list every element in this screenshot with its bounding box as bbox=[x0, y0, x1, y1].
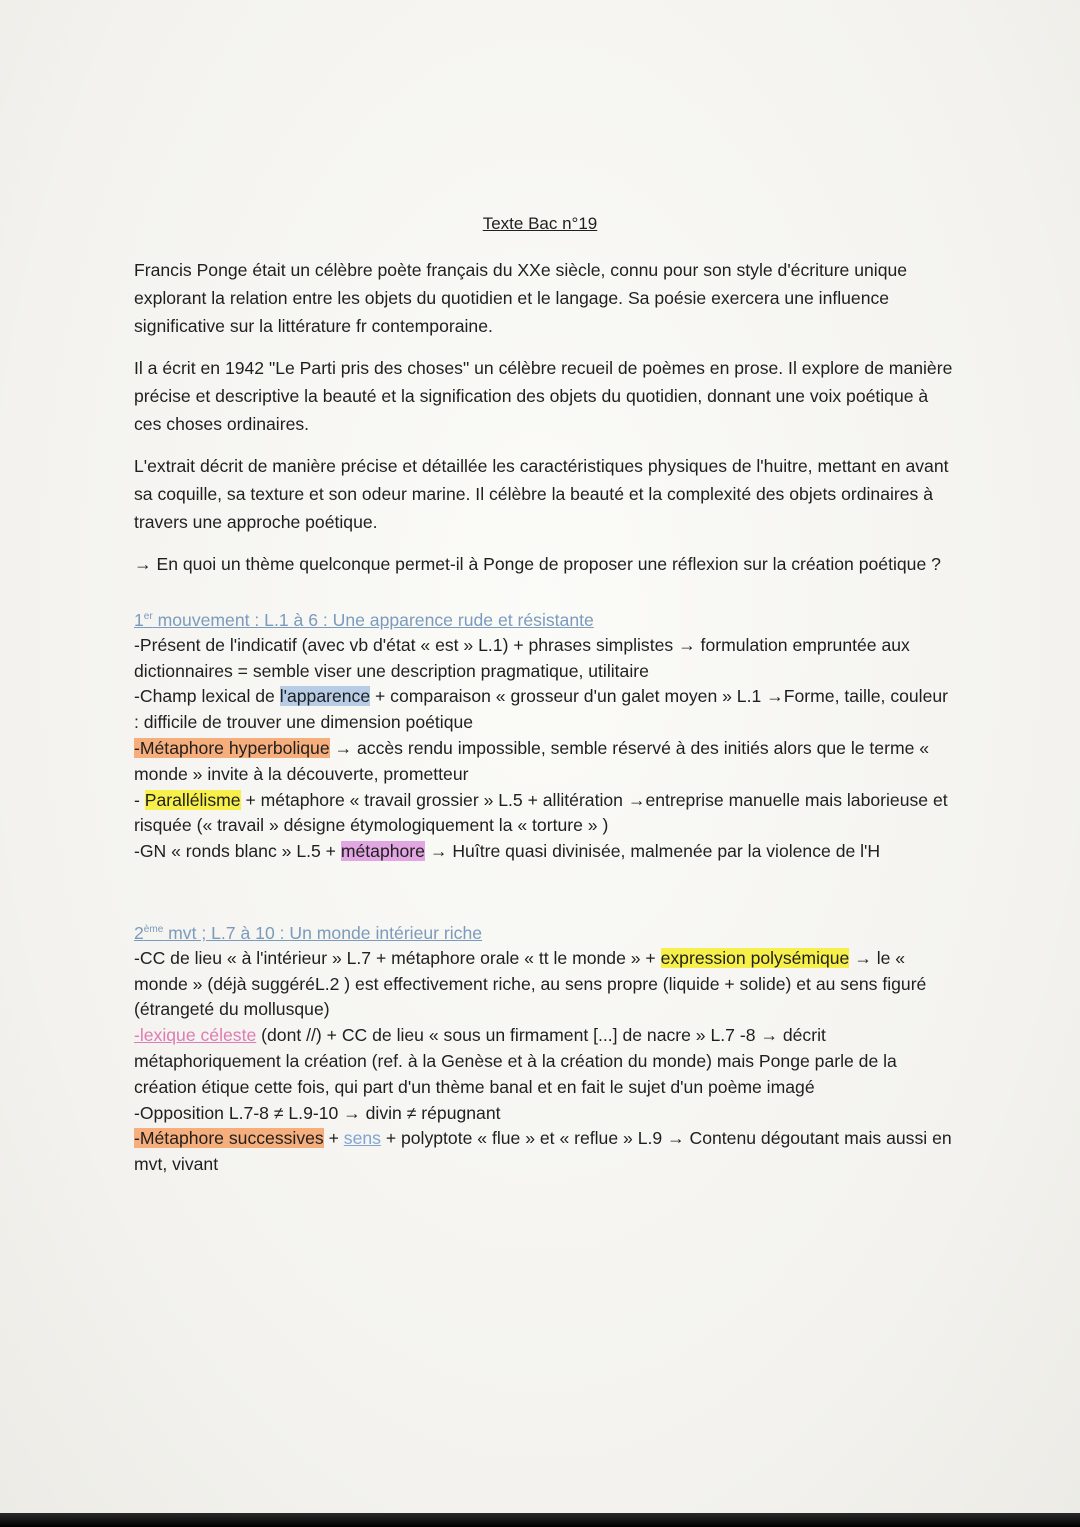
problematic-question: → En quoi un thème quelconque permet-il à Ponge de proposer une réflexion sur la création poétique ? bbox=[134, 554, 941, 574]
movement-1-line-3: -Métaphore hyperbolique → accès rendu impossible, semble réservé à des initiés alors que le terme « monde » invite à la découverte, prometteur bbox=[134, 738, 930, 784]
movement-1-line-2: -Champ lexical de l'apparence + comparaison « grosseur d'un galet moyen » L.1 →Forme, taille, couleur : difficile de trouver une dimension poétique bbox=[134, 686, 949, 733]
intro-paragraph-2: Il a écrit en 1942 "Le Parti pris des choses" un célèbre recueil de poèmes en prose. Il explore de manière précise et descriptive la beauté et la signification des objets du quotidien, donnant une voix poétique à ces choses ordinaires. bbox=[134, 358, 953, 434]
movement-2-heading: 2ème mvt ; L.7 à 10 : Un monde intérieur riche bbox=[134, 922, 483, 943]
document-body bbox=[134, 256, 954, 1178]
scan-bottom-edge bbox=[0, 1513, 1080, 1527]
movement-1-line-1: -Présent de l'indicatif (avec vb d'état « est » L.1) + phrases simplistes → formulation empruntée aux dictionnaires = semble viser une description pragmatique, utilitaire bbox=[134, 634, 910, 681]
movement-2-line-3: -Opposition L.7-8 ≠ L.9-10 → divin ≠ répugnant bbox=[134, 1102, 501, 1123]
movement-1-line-4: - Parallélisme + métaphore « travail grossier » L.5 + allitération →entreprise manuelle mais laborieuse et risquée (« travail » désigne étymologiquement la « torture » ) bbox=[134, 789, 948, 836]
movement-1-heading: 1er mouvement : L.1 à 6 : Une apparence rude et résistante bbox=[134, 609, 594, 630]
movement-2-line-4: -Métaphore successives + sens + polyptote « flue » et « reflue » L.9 → Contenu dégoutant mais aussi en mvt, vivant bbox=[134, 1128, 952, 1175]
section-gap bbox=[134, 865, 954, 917]
intro-paragraph-1: Francis Ponge était un célèbre poète français du XXe siècle, connu pour son style d'écriture unique explorant la relation entre les objets du quotidien et le langage. Sa poésie exercera une influence significative sur la littérature fr contemporaine. bbox=[134, 260, 908, 336]
movement-2-line-1: -CC de lieu « à l'intérieur » L.7 + métaphore orale « tt le monde » + expression polysémique → le « monde » (déjà suggéréL.2 ) est effectivement riche, au sens propre (liquide + solide) et au sens figuré (étrangeté du mollusque) bbox=[134, 947, 927, 1020]
intro-paragraph-3: L'extrait décrit de manière précise et détaillée les caractéristiques physiques de l'huitre, mettant en avant sa coquille, sa texture et son odeur marine. Il célèbre la beauté et la complexité des objets ordinaires à travers une approche poétique. bbox=[134, 456, 949, 532]
movement-1-line-5: -GN « ronds blanc » L.5 + métaphore → Huître quasi divinisée, malmenée par la violence de l'H bbox=[134, 841, 881, 862]
movement-2-line-2: -lexique céleste (dont //) + CC de lieu « sous un firmament [...] de nacre » L.7 -8 → décrit métaphoriquement la création (ref. à la Genèse et à la création du monde) mais Ponge parle de la création étique cette fois, qui part d'un thème banal et en fait le sujet d'un poème imagé bbox=[134, 1025, 897, 1097]
page-title: Texte Bac n°19 bbox=[482, 214, 598, 233]
